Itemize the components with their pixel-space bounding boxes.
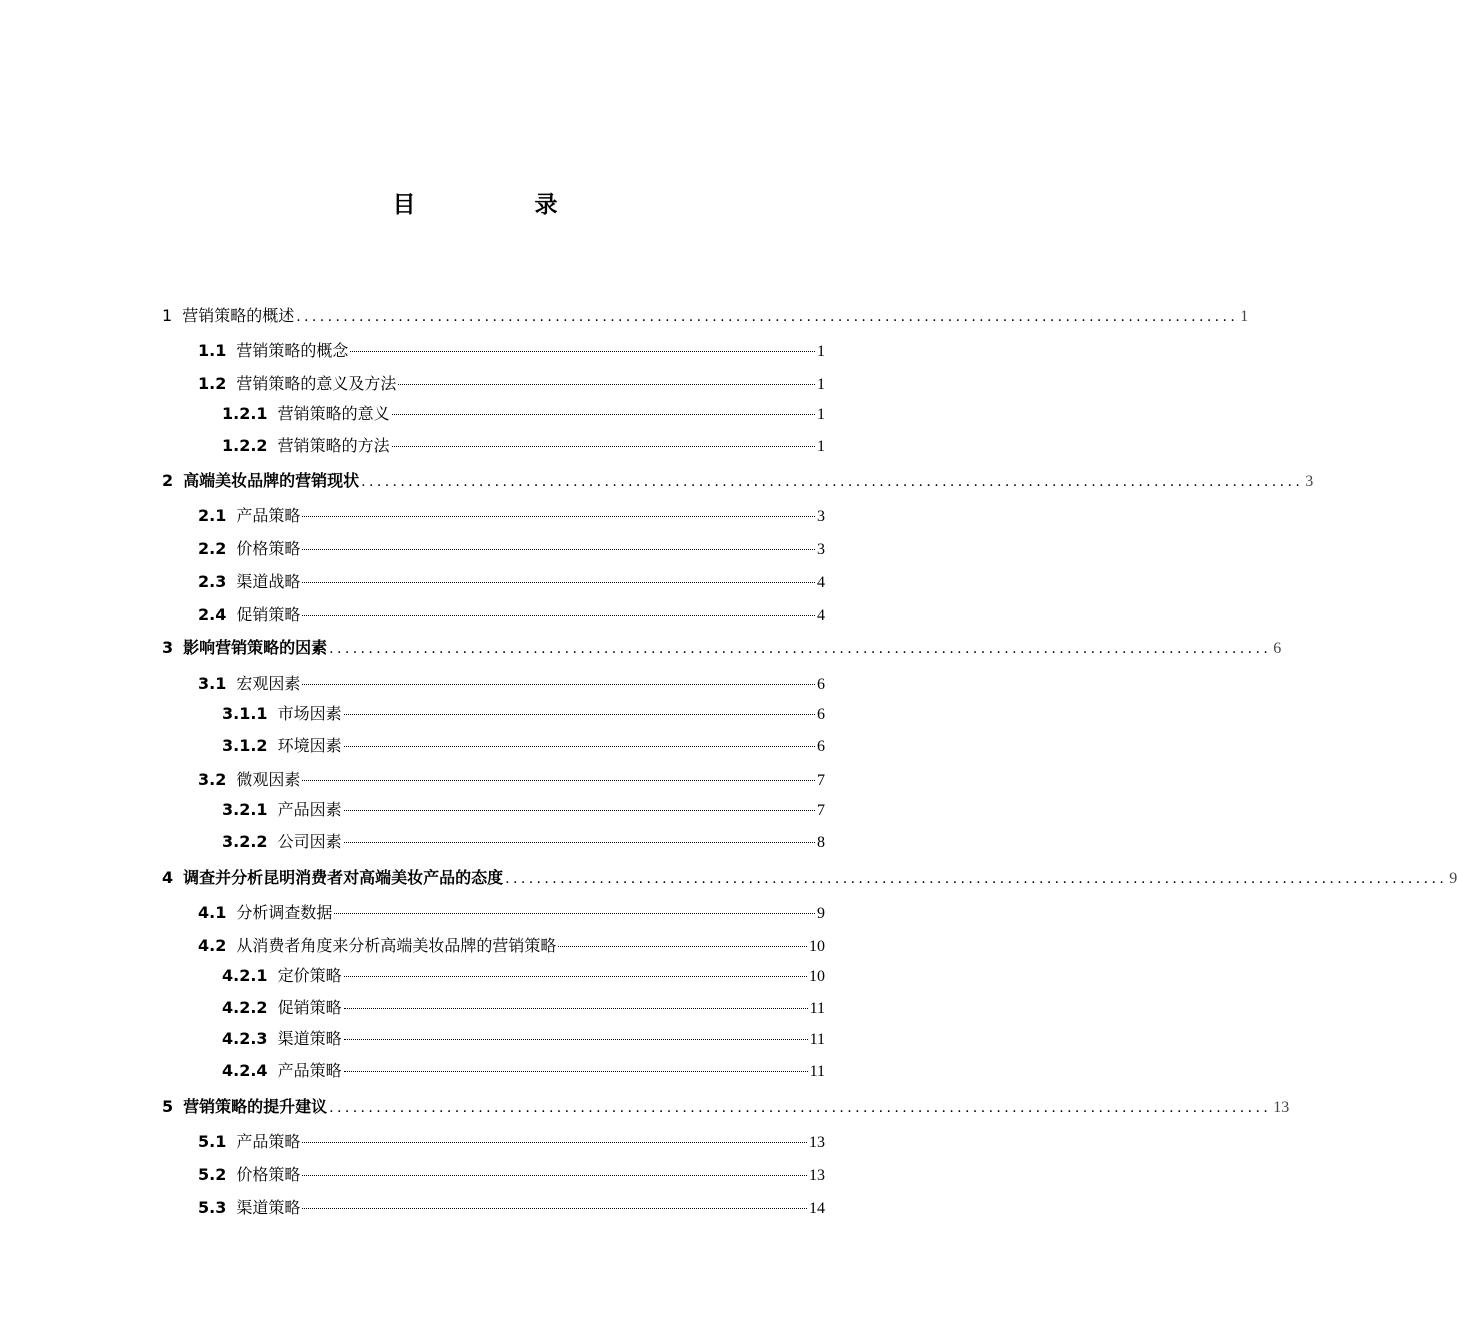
toc-entry[interactable] (162, 868, 1457, 889)
toc-entry-title: 从消费者角度来分析高端美妆品牌的营销策略 (236, 936, 557, 955)
toc-entry-title: 渠道战略 (236, 572, 301, 591)
toc-dot-leader: ........................................................................................................................ (361, 474, 1304, 490)
toc-page-number: 4 (817, 607, 825, 624)
toc-entry-number: 1.2.2 (222, 436, 268, 455)
toc-entry-number: 3.2.2 (222, 832, 268, 851)
toc-entry-title: 营销策略的意义 (277, 404, 390, 423)
toc-page-number: 1 (817, 376, 825, 393)
toc-entry[interactable] (222, 404, 825, 425)
toc-dot-leader (302, 1141, 807, 1143)
toc-dot-leader: ........................................................................................................................ (329, 1100, 1272, 1116)
toc-page-number: 6 (817, 738, 825, 755)
toc-dot-leader (302, 779, 815, 781)
toc-entry[interactable] (198, 539, 825, 560)
toc-entry[interactable] (222, 966, 825, 987)
toc-page-number: 8 (817, 834, 825, 851)
toc-page-number: 13 (809, 1134, 825, 1151)
toc-entry-title: 公司因素 (277, 832, 342, 851)
toc-page-number: 1 (817, 438, 825, 455)
toc-entry-number: 4.2 (198, 936, 227, 955)
toc-entry[interactable] (162, 638, 1282, 659)
toc-entry-number: 4.2.3 (222, 1029, 268, 1048)
toc-page-number: 9 (1449, 870, 1457, 887)
toc-entry[interactable] (222, 998, 825, 1019)
toc-entry-title: 渠道策略 (236, 1198, 301, 1217)
toc-entry-number: 1 (162, 306, 173, 325)
toc-entry-title: 产品策略 (236, 1132, 301, 1151)
toc-page-number: 1 (817, 406, 825, 423)
toc-entry[interactable] (222, 1061, 825, 1082)
toc-entry-number: 2.4 (198, 605, 227, 624)
toc-page-number: 1 (1240, 308, 1249, 325)
toc-dot-leader (302, 548, 815, 550)
toc-entry-number: 3.2 (198, 770, 227, 789)
toc-dot-leader (344, 809, 815, 811)
toc-page-number: 7 (817, 802, 825, 819)
toc-page-number: 10 (809, 938, 825, 955)
toc-dot-leader: ........................................................................................................................ (296, 309, 1239, 325)
toc-entry-title: 价格策略 (236, 539, 301, 558)
toc-entry-title: 渠道策略 (277, 1029, 342, 1048)
toc-page-number: 7 (817, 772, 825, 789)
page-title: 目 录 (392, 192, 606, 218)
toc-dot-leader (398, 383, 815, 385)
toc-dot-leader: ........................................................................................................................ (329, 641, 1272, 657)
toc-entry[interactable] (198, 674, 825, 695)
toc-dot-leader (344, 1070, 808, 1072)
toc-page-number: 3 (1305, 473, 1314, 490)
toc-page-number: 6 (817, 706, 825, 723)
toc-dot-leader (344, 975, 807, 977)
toc-entry-number: 1.2 (198, 374, 227, 393)
toc-entry-number: 3.1.2 (222, 736, 268, 755)
toc-entry[interactable] (198, 506, 825, 527)
toc-entry-number: 2.2 (198, 539, 227, 558)
toc-entry[interactable] (198, 1132, 825, 1153)
toc-page-number: 10 (809, 968, 825, 985)
toc-entry-title: 环境因素 (277, 736, 342, 755)
toc-entry-title: 促销策略 (236, 605, 301, 624)
toc-entry-title: 影响营销策略的因素 (183, 638, 328, 657)
toc-entry-number: 4.2.2 (222, 998, 268, 1017)
toc-entry[interactable] (162, 306, 1249, 327)
toc-page-number: 6 (1273, 640, 1282, 657)
toc-entry-title: 营销策略的意义及方法 (236, 374, 397, 393)
toc-dot-leader (344, 745, 815, 747)
toc-page-number: 4 (817, 574, 825, 591)
toc-entry-number: 4.2.4 (222, 1061, 268, 1080)
toc-entry[interactable] (162, 1097, 1290, 1118)
toc-entry-number: 4 (162, 868, 174, 887)
toc-entry[interactable] (222, 800, 825, 821)
toc-entry-number: 2.1 (198, 506, 227, 525)
toc-entry[interactable] (222, 436, 825, 457)
toc-entry[interactable] (222, 736, 825, 757)
toc-dot-leader (302, 515, 815, 517)
toc-page-number: 13 (809, 1167, 825, 1184)
toc-page-number: 14 (809, 1200, 825, 1217)
toc-page-number: 11 (809, 1000, 825, 1017)
toc-entry-number: 1.2.1 (222, 404, 268, 423)
toc-entry-number: 5.3 (198, 1198, 227, 1217)
toc-entry-title: 调查并分析昆明消费者对高端美妆产品的态度 (183, 868, 504, 887)
toc-entry[interactable] (222, 832, 825, 853)
toc-entry[interactable] (198, 1165, 825, 1186)
toc-page-number: 3 (817, 508, 825, 525)
toc-entry[interactable] (162, 471, 1314, 492)
toc-entry-title: 微观因素 (236, 770, 301, 789)
toc-entry-number: 5.1 (198, 1132, 227, 1151)
toc-page-number: 1 (817, 343, 825, 360)
toc-entry-number: 1.1 (198, 341, 227, 360)
toc-entry-number: 3.1.1 (222, 704, 268, 723)
toc-dot-leader (350, 350, 815, 352)
toc-entry[interactable] (198, 374, 825, 395)
toc-entry-title: 宏观因素 (236, 674, 301, 693)
toc-entry-title: 市场因素 (277, 704, 342, 723)
toc-entry-title: 营销策略的概述 (182, 306, 295, 325)
toc-entry-title: 定价策略 (277, 966, 342, 985)
toc-entry-number: 3.2.1 (222, 800, 268, 819)
toc-entry[interactable] (198, 903, 825, 924)
toc-page-number: 6 (817, 676, 825, 693)
toc-entry-number: 3 (162, 638, 174, 657)
toc-entry-title: 营销策略的方法 (277, 436, 390, 455)
toc-dot-leader (302, 581, 815, 583)
toc-dot-leader: ........................................................................................................................ (505, 871, 1448, 887)
toc-entry-number: 2 (162, 471, 174, 490)
toc-entry-number: 3.1 (198, 674, 227, 693)
toc-entry-number: 4.1 (198, 903, 227, 922)
toc-entry-number: 4.2.1 (222, 966, 268, 985)
toc-entry[interactable] (198, 341, 825, 362)
toc-page-number: 11 (809, 1063, 825, 1080)
toc-entry-title: 产品策略 (277, 1061, 342, 1080)
toc-dot-leader (344, 841, 815, 843)
toc-entry-number: 5.2 (198, 1165, 227, 1184)
toc-dot-leader (392, 445, 815, 447)
toc-dot-leader (334, 912, 815, 914)
toc-page-number: 11 (809, 1031, 825, 1048)
toc-dot-leader (558, 945, 807, 947)
toc-page-number: 9 (817, 905, 825, 922)
toc-dot-leader (302, 1207, 807, 1209)
toc-entry[interactable] (198, 936, 825, 957)
toc-dot-leader (302, 683, 815, 685)
toc-entry[interactable] (198, 1198, 825, 1219)
toc-entry[interactable] (222, 704, 825, 725)
toc-dot-leader (344, 713, 815, 715)
toc-entry-title: 促销策略 (277, 998, 342, 1017)
toc-entry-number: 2.3 (198, 572, 227, 591)
toc-entry[interactable] (198, 770, 825, 791)
toc-entry-title: 价格策略 (236, 1165, 301, 1184)
toc-entry[interactable] (222, 1029, 825, 1050)
toc-entry-title: 营销策略的提升建议 (183, 1097, 328, 1116)
toc-entry-title: 产品策略 (236, 506, 301, 525)
toc-page-number: 13 (1273, 1099, 1290, 1116)
toc-dot-leader (392, 413, 815, 415)
toc-entry-number: 5 (162, 1097, 174, 1116)
toc-dot-leader (344, 1007, 808, 1009)
toc-entry-title: 产品因素 (277, 800, 342, 819)
toc-entry-title: 高端美妆品牌的营销现状 (183, 471, 360, 490)
toc-entry[interactable] (198, 572, 825, 593)
toc-entry[interactable] (198, 605, 825, 626)
toc-dot-leader (302, 614, 815, 616)
toc-entry-title: 营销策略的概念 (236, 341, 349, 360)
toc-entry-title: 分析调查数据 (236, 903, 333, 922)
toc-dot-leader (344, 1038, 808, 1040)
toc-page-number: 3 (817, 541, 825, 558)
toc-dot-leader (302, 1174, 807, 1176)
